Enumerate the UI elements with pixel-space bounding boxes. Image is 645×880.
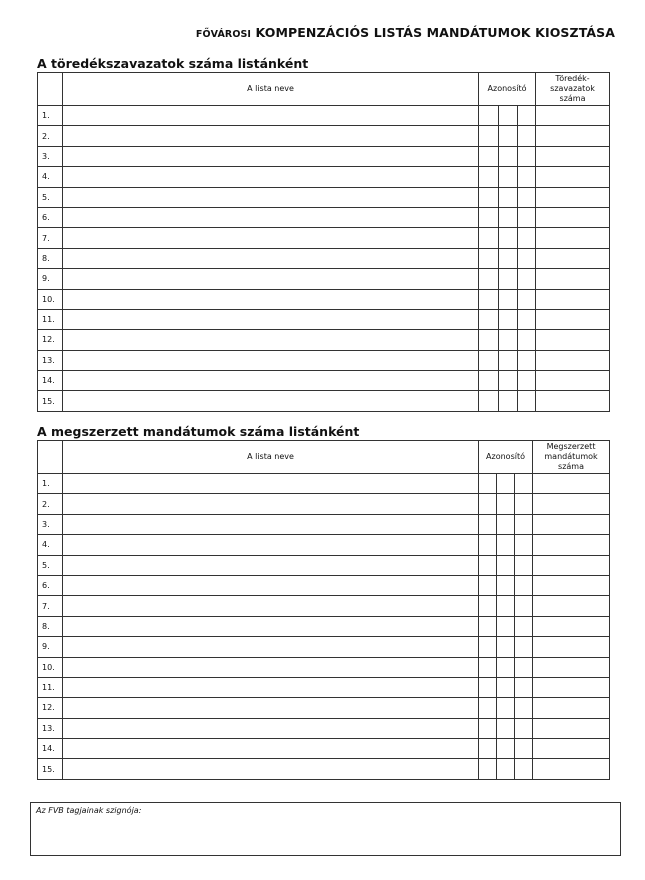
- identifier-digit-cell[interactable]: [497, 657, 515, 677]
- list-name-cell[interactable]: [63, 167, 479, 187]
- identifier-digit-cell[interactable]: [499, 146, 518, 166]
- table-row: [38, 677, 610, 697]
- row-number: 6.: [38, 575, 63, 595]
- value-cell[interactable]: [536, 146, 610, 166]
- row-number: 4.: [38, 535, 63, 555]
- row-number: 6.: [38, 207, 63, 227]
- list-name-cell[interactable]: [63, 575, 479, 595]
- identifier-digit-cell[interactable]: [479, 474, 497, 494]
- list-name-cell[interactable]: [63, 146, 479, 166]
- value-cell[interactable]: [536, 187, 610, 207]
- row-number: 11.: [38, 309, 63, 329]
- identifier-digit-cell[interactable]: [518, 187, 536, 207]
- identifier-digit-cell[interactable]: [515, 698, 533, 718]
- identifier-digit-cell[interactable]: [515, 718, 533, 738]
- row-number: 13.: [38, 350, 63, 370]
- identifier-digit-cell[interactable]: [479, 146, 499, 166]
- identifier-digit-cell[interactable]: [479, 187, 499, 207]
- identifier-digit-cell[interactable]: [497, 555, 515, 575]
- list-name-cell[interactable]: [63, 474, 479, 494]
- list-name-cell[interactable]: [63, 106, 479, 126]
- list-name-cell[interactable]: [63, 289, 479, 309]
- identifier-digit-cell[interactable]: [479, 739, 497, 759]
- identifier-digit-cell[interactable]: [499, 330, 518, 350]
- table-row: [38, 698, 610, 718]
- identifier-digit-cell[interactable]: [518, 391, 536, 411]
- identifier-digit-cell[interactable]: [499, 167, 518, 187]
- identifier-digit-cell[interactable]: [518, 126, 536, 146]
- identifier-digit-cell[interactable]: [515, 474, 533, 494]
- table-row: [38, 330, 610, 350]
- row-number: 7.: [38, 228, 63, 248]
- document-title-prefix: FŐVÁROSI: [195, 29, 252, 40]
- list-name-cell[interactable]: [63, 555, 479, 575]
- identifier-digit-cell[interactable]: [515, 637, 533, 657]
- identifier-digit-cell[interactable]: [497, 616, 515, 636]
- identifier-digit-cell[interactable]: [497, 637, 515, 657]
- table-row: [38, 596, 610, 616]
- value-cell[interactable]: [533, 657, 610, 677]
- identifier-digit-cell[interactable]: [518, 167, 536, 187]
- value-cell[interactable]: [536, 350, 610, 370]
- list-name-cell[interactable]: [63, 269, 479, 289]
- table-row: [38, 555, 610, 575]
- table-row: [38, 718, 610, 738]
- table-row: [38, 514, 610, 534]
- table-header-row: [38, 73, 610, 106]
- identifier-digit-cell[interactable]: [518, 207, 536, 227]
- table-row: [38, 350, 610, 370]
- identifier-digit-cell[interactable]: [518, 309, 536, 329]
- list-name-cell[interactable]: [63, 228, 479, 248]
- identifier-digit-cell[interactable]: [479, 698, 497, 718]
- table-row: [38, 187, 610, 207]
- row-number: 5.: [38, 187, 63, 207]
- table-row: [38, 146, 610, 166]
- identifier-digit-cell[interactable]: [515, 739, 533, 759]
- table-row: [38, 228, 610, 248]
- identifier-digit-cell[interactable]: [479, 371, 499, 391]
- list-name-cell[interactable]: [63, 207, 479, 227]
- value-cell[interactable]: [536, 309, 610, 329]
- signature-label: Az FVB tagjainak szignója:: [36, 806, 142, 815]
- value-cell[interactable]: [533, 677, 610, 697]
- identifier-digit-cell[interactable]: [479, 106, 499, 126]
- identifier-header: Azonosító: [479, 73, 536, 106]
- value-cell[interactable]: [536, 391, 610, 411]
- identifier-digit-cell[interactable]: [499, 207, 518, 227]
- value-cell[interactable]: [533, 759, 610, 779]
- header-line: Megszerzett: [546, 442, 596, 451]
- list-name-cell[interactable]: [63, 759, 479, 779]
- value-cell[interactable]: [533, 535, 610, 555]
- row-number: 15.: [38, 759, 63, 779]
- identifier-digit-cell[interactable]: [515, 555, 533, 575]
- identifier-digit-cell[interactable]: [515, 616, 533, 636]
- value-cell[interactable]: [533, 616, 610, 636]
- row-number: 1.: [38, 106, 63, 126]
- identifier-digit-cell[interactable]: [499, 371, 518, 391]
- list-name-cell[interactable]: [63, 535, 479, 555]
- list-name-cell[interactable]: [63, 187, 479, 207]
- value-cell[interactable]: [533, 575, 610, 595]
- table-row: [38, 371, 610, 391]
- row-number: 2.: [38, 494, 63, 514]
- identifier-digit-cell[interactable]: [479, 677, 497, 697]
- table-row: [38, 739, 610, 759]
- table-row: [38, 269, 610, 289]
- identifier-digit-cell[interactable]: [479, 248, 499, 268]
- list-name-header: A lista neve: [63, 73, 479, 106]
- row-number-header: [38, 73, 63, 106]
- value-cell[interactable]: [536, 106, 610, 126]
- row-number: 10.: [38, 657, 63, 677]
- identifier-digit-cell[interactable]: [479, 637, 497, 657]
- identifier-digit-cell[interactable]: [479, 330, 499, 350]
- value-cell[interactable]: [533, 637, 610, 657]
- identifier-digit-cell[interactable]: [497, 535, 515, 555]
- identifier-digit-cell[interactable]: [518, 228, 536, 248]
- table-row: [38, 126, 610, 146]
- value-cell[interactable]: [536, 371, 610, 391]
- row-number: 12.: [38, 698, 63, 718]
- seats-won-table: [37, 440, 610, 780]
- row-number: 3.: [38, 146, 63, 166]
- identifier-digit-cell[interactable]: [479, 391, 499, 411]
- row-number: 15.: [38, 391, 63, 411]
- header-line: száma: [559, 94, 586, 103]
- row-number: 5.: [38, 555, 63, 575]
- fractional-votes-table: [37, 72, 610, 412]
- table-row: [38, 535, 610, 555]
- value-cell[interactable]: [533, 555, 610, 575]
- document-title-rest: KOMPENZÁCIÓS LISTÁS MANDÁTUMOK KIOSZTÁSA: [255, 25, 615, 40]
- row-number: 1.: [38, 474, 63, 494]
- identifier-digit-cell[interactable]: [479, 126, 499, 146]
- value-cell[interactable]: [536, 126, 610, 146]
- value-cell[interactable]: [533, 494, 610, 514]
- value-cell[interactable]: [533, 596, 610, 616]
- identifier-digit-cell[interactable]: [479, 657, 497, 677]
- identifier-digit-cell[interactable]: [518, 248, 536, 268]
- value-cell[interactable]: [536, 289, 610, 309]
- table-row: [38, 289, 610, 309]
- row-number: 14.: [38, 739, 63, 759]
- table-row: [38, 207, 610, 227]
- identifier-digit-cell[interactable]: [515, 596, 533, 616]
- identifier-header: Azonosító: [479, 441, 533, 474]
- identifier-digit-cell[interactable]: [497, 596, 515, 616]
- row-number: 8.: [38, 248, 63, 268]
- value-cell[interactable]: [536, 207, 610, 227]
- identifier-digit-cell[interactable]: [499, 187, 518, 207]
- table-header-row: [38, 441, 610, 474]
- identifier-digit-cell[interactable]: [518, 371, 536, 391]
- table-row: [38, 248, 610, 268]
- row-number: 7.: [38, 596, 63, 616]
- row-number: 9.: [38, 269, 63, 289]
- identifier-digit-cell[interactable]: [479, 289, 499, 309]
- identifier-digit-cell[interactable]: [515, 677, 533, 697]
- list-name-cell[interactable]: [63, 494, 479, 514]
- table-row: [38, 167, 610, 187]
- identifier-digit-cell[interactable]: [518, 330, 536, 350]
- identifier-digit-cell[interactable]: [515, 514, 533, 534]
- identifier-digit-cell[interactable]: [499, 228, 518, 248]
- table-row: [38, 391, 610, 411]
- identifier-digit-cell[interactable]: [515, 759, 533, 779]
- table-row: [38, 616, 610, 636]
- list-name-cell[interactable]: [63, 677, 479, 697]
- value-cell[interactable]: [533, 739, 610, 759]
- header-line: Töredék-: [555, 74, 590, 83]
- identifier-digit-cell[interactable]: [515, 657, 533, 677]
- row-number-header: [38, 441, 63, 474]
- identifier-digit-cell[interactable]: [479, 494, 497, 514]
- identifier-digit-cell[interactable]: [497, 575, 515, 595]
- identifier-digit-cell[interactable]: [479, 514, 497, 534]
- identifier-digit-cell[interactable]: [479, 575, 497, 595]
- table-row: [38, 759, 610, 779]
- header-line: száma: [558, 462, 584, 471]
- row-number: 13.: [38, 718, 63, 738]
- value-cell[interactable]: [533, 698, 610, 718]
- list-name-cell[interactable]: [63, 739, 479, 759]
- list-name-cell[interactable]: [63, 637, 479, 657]
- identifier-digit-cell[interactable]: [499, 126, 518, 146]
- value-cell[interactable]: [536, 248, 610, 268]
- identifier-digit-cell[interactable]: [497, 514, 515, 534]
- row-number: 4.: [38, 167, 63, 187]
- value-cell[interactable]: [536, 228, 610, 248]
- document-title: [196, 25, 615, 40]
- identifier-digit-cell[interactable]: [518, 106, 536, 126]
- row-number: 11.: [38, 677, 63, 697]
- signature-box[interactable]: [30, 802, 621, 856]
- value-cell[interactable]: [536, 167, 610, 187]
- row-number: 3.: [38, 514, 63, 534]
- list-name-cell[interactable]: [63, 126, 479, 146]
- value-cell[interactable]: [533, 718, 610, 738]
- identifier-digit-cell[interactable]: [499, 106, 518, 126]
- table-row: [38, 494, 610, 514]
- identifier-digit-cell[interactable]: [479, 269, 499, 289]
- identifier-digit-cell[interactable]: [479, 167, 499, 187]
- table-row: [38, 474, 610, 494]
- table-row: [38, 657, 610, 677]
- table-row: [38, 575, 610, 595]
- list-name-cell[interactable]: [63, 350, 479, 370]
- identifier-digit-cell[interactable]: [499, 350, 518, 370]
- table-row: [38, 637, 610, 657]
- row-number: 2.: [38, 126, 63, 146]
- value-cell[interactable]: [533, 514, 610, 534]
- identifier-digit-cell[interactable]: [479, 309, 499, 329]
- identifier-digit-cell[interactable]: [497, 677, 515, 697]
- identifier-digit-cell[interactable]: [497, 698, 515, 718]
- identifier-digit-cell[interactable]: [479, 616, 497, 636]
- identifier-digit-cell[interactable]: [479, 207, 499, 227]
- identifier-digit-cell[interactable]: [479, 759, 497, 779]
- identifier-digit-cell[interactable]: [497, 739, 515, 759]
- list-name-cell[interactable]: [63, 616, 479, 636]
- identifier-digit-cell[interactable]: [515, 494, 533, 514]
- list-name-cell[interactable]: [63, 698, 479, 718]
- list-name-cell[interactable]: [63, 514, 479, 534]
- identifier-digit-cell[interactable]: [479, 228, 499, 248]
- identifier-digit-cell[interactable]: [499, 248, 518, 268]
- identifier-digit-cell[interactable]: [518, 146, 536, 166]
- table-row: [38, 106, 610, 126]
- identifier-digit-cell[interactable]: [515, 575, 533, 595]
- fractional-votes-header: [536, 73, 610, 106]
- list-name-header: A lista neve: [63, 441, 479, 474]
- identifier-digit-cell[interactable]: [479, 555, 497, 575]
- row-number: 8.: [38, 616, 63, 636]
- list-name-cell[interactable]: [63, 391, 479, 411]
- identifier-digit-cell[interactable]: [515, 535, 533, 555]
- identifier-digit-cell[interactable]: [499, 269, 518, 289]
- identifier-digit-cell[interactable]: [499, 309, 518, 329]
- identifier-digit-cell[interactable]: [497, 759, 515, 779]
- list-name-cell[interactable]: [63, 657, 479, 677]
- value-cell[interactable]: [536, 269, 610, 289]
- identifier-digit-cell[interactable]: [518, 269, 536, 289]
- identifier-digit-cell[interactable]: [497, 494, 515, 514]
- identifier-digit-cell[interactable]: [479, 596, 497, 616]
- value-cell[interactable]: [536, 330, 610, 350]
- table-row: [38, 309, 610, 329]
- identifier-digit-cell[interactable]: [479, 350, 499, 370]
- identifier-digit-cell[interactable]: [518, 289, 536, 309]
- row-number: 14.: [38, 371, 63, 391]
- list-name-cell[interactable]: [63, 330, 479, 350]
- identifier-digit-cell[interactable]: [518, 350, 536, 370]
- identifier-digit-cell[interactable]: [479, 535, 497, 555]
- list-name-cell[interactable]: [63, 371, 479, 391]
- identifier-digit-cell[interactable]: [499, 289, 518, 309]
- header-line: szavazatok: [550, 84, 595, 93]
- identifier-digit-cell[interactable]: [497, 474, 515, 494]
- row-number: 10.: [38, 289, 63, 309]
- identifier-digit-cell[interactable]: [479, 718, 497, 738]
- row-number: 12.: [38, 330, 63, 350]
- value-cell[interactable]: [533, 474, 610, 494]
- identifier-digit-cell[interactable]: [497, 718, 515, 738]
- section-title-fractional-votes: A töredékszavazatok száma listánként: [37, 56, 309, 71]
- header-line: mandátumok: [544, 452, 598, 461]
- identifier-digit-cell[interactable]: [499, 391, 518, 411]
- row-number: 9.: [38, 637, 63, 657]
- list-name-cell[interactable]: [63, 718, 479, 738]
- list-name-cell[interactable]: [63, 248, 479, 268]
- seats-won-header: [533, 441, 610, 474]
- section-title-seats-won: A megszerzett mandátumok száma listánként: [37, 424, 360, 439]
- list-name-cell[interactable]: [63, 596, 479, 616]
- list-name-cell[interactable]: [63, 309, 479, 329]
